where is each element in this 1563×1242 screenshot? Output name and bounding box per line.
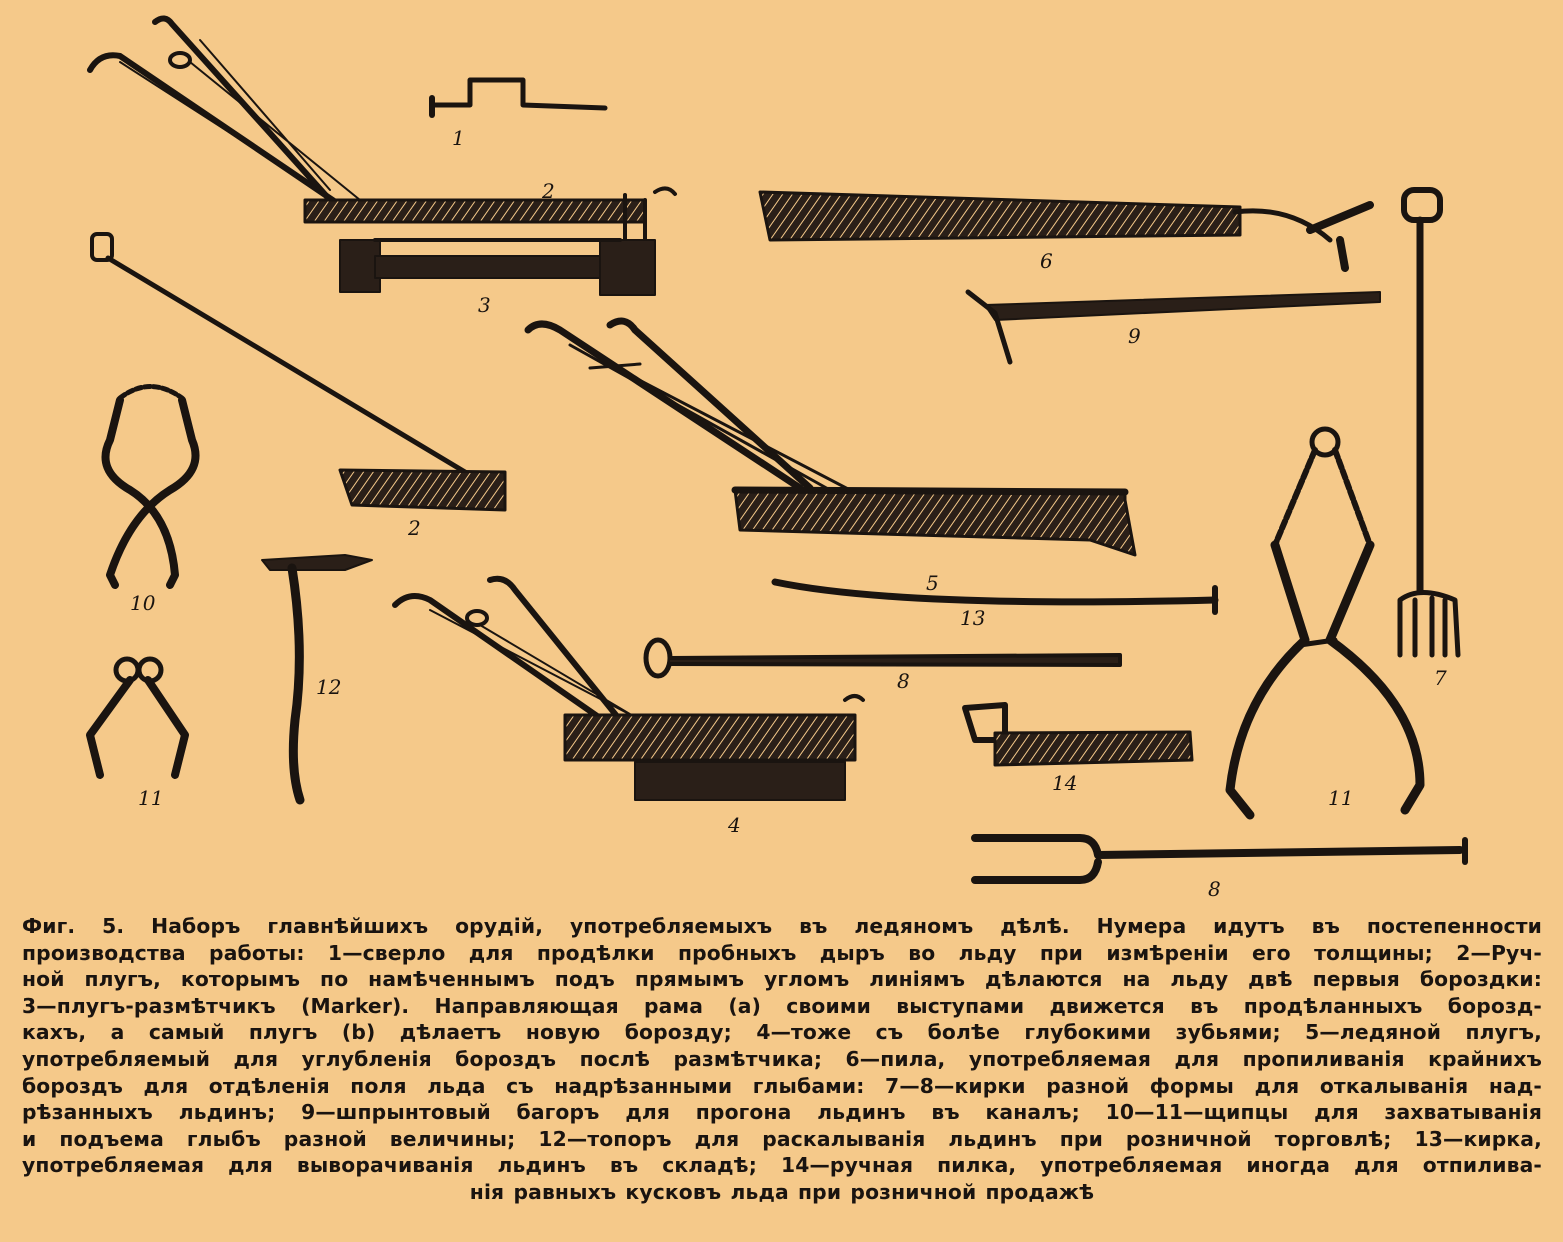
tool-8-fork-pick <box>975 838 1465 880</box>
label-5: 5 <box>926 571 939 595</box>
label-8a: 8 <box>897 669 910 693</box>
caption-line: употребляемая для выворачиванія льдинъ въ складѣ; 14—ручная пилка, употребляемая иногда для отпилива- <box>22 1153 1542 1178</box>
caption-line: кахъ, а самый плугъ (b) дѣлаетъ новую борозду; 4—тоже съ болѣе глубокими зубьями; 5—ледяной плугъ, <box>22 1020 1542 1045</box>
label-4: 4 <box>728 813 741 837</box>
label-13: 13 <box>960 606 986 630</box>
tool-1-drill <box>432 80 605 115</box>
label-8b: 8 <box>1208 877 1221 900</box>
tool-8-ring-pick <box>646 640 1120 676</box>
label-11b: 11 <box>1328 786 1354 810</box>
label-2a: 2 <box>542 179 555 203</box>
tool-11-large-tongs <box>1230 429 1420 815</box>
tool-9-pike-pole <box>968 292 1380 362</box>
tool-11-small-tongs <box>90 659 185 775</box>
label-3: 3 <box>478 293 491 317</box>
tool-6-saw <box>760 192 1370 268</box>
tool-2-hand-plough-upper <box>90 18 675 242</box>
tool-7-fork <box>1400 190 1458 655</box>
label-14: 14 <box>1052 771 1078 795</box>
label-10: 10 <box>130 591 156 615</box>
caption-line: рѣзанныхъ льдинъ; 9—шпрынтовый багоръ для прогона льдинъ въ каналъ; 10—11—щипцы для захватыванія <box>22 1100 1542 1125</box>
tool-4-plough <box>395 579 863 800</box>
label-9: 9 <box>1128 324 1141 348</box>
caption-line: бороздъ для отдѣленія поля льда съ надрѣзанными глыбами: 7—8—кирки разной формы для откалыванія над- <box>22 1073 1542 1098</box>
tool-10-tongs <box>106 387 196 586</box>
figure-caption <box>22 913 1542 1206</box>
tool-3-marker-base <box>340 240 655 295</box>
tool-13-pick-bar <box>775 582 1215 612</box>
caption-line: 3—плугъ-размѣтчикъ (Marker). Направляющая рама (a) своими выступами движется въ продѣланныхъ борозд- <box>22 993 1542 1018</box>
caption-line-last: нія равныхъ кусковъ льда при розничной продажѣ <box>469 1179 1095 1204</box>
caption-line: производства работы: 1—сверло для продѣлки пробныхъ дыръ во льду при измѣреніи его толщины; 2—Руч- <box>22 940 1542 965</box>
tool-5-ice-plough <box>528 321 1135 555</box>
label-2b: 2 <box>408 516 421 540</box>
label-11a: 11 <box>138 786 164 810</box>
label-1: 1 <box>452 126 465 150</box>
label-12: 12 <box>316 675 342 699</box>
caption-line: и подъема глыбъ разной величины; 12—топоръ для раскалыванія льдинъ при розничной торговлѣ; 13—кирка, <box>22 1126 1542 1151</box>
tool-14-hand-saw <box>965 705 1192 765</box>
caption-line: Фиг. 5. Наборъ главнѣйшихъ орудій, употребляемыхъ въ ледяномъ дѣлѣ. Нумера идутъ въ постепенности <box>22 914 1542 938</box>
caption-line: употребляемый для углубленія бороздъ послѣ размѣтчика; 6—пила, употребляемая для пропиливанія крайнихъ <box>22 1046 1542 1071</box>
caption-line: ной плугъ, которымъ по намѣченнымъ подъ прямымъ угломъ линіямъ дѣлаются на льду двѣ первыя бороздки: <box>22 967 1542 992</box>
label-6: 6 <box>1040 249 1053 273</box>
label-7: 7 <box>1434 666 1447 690</box>
